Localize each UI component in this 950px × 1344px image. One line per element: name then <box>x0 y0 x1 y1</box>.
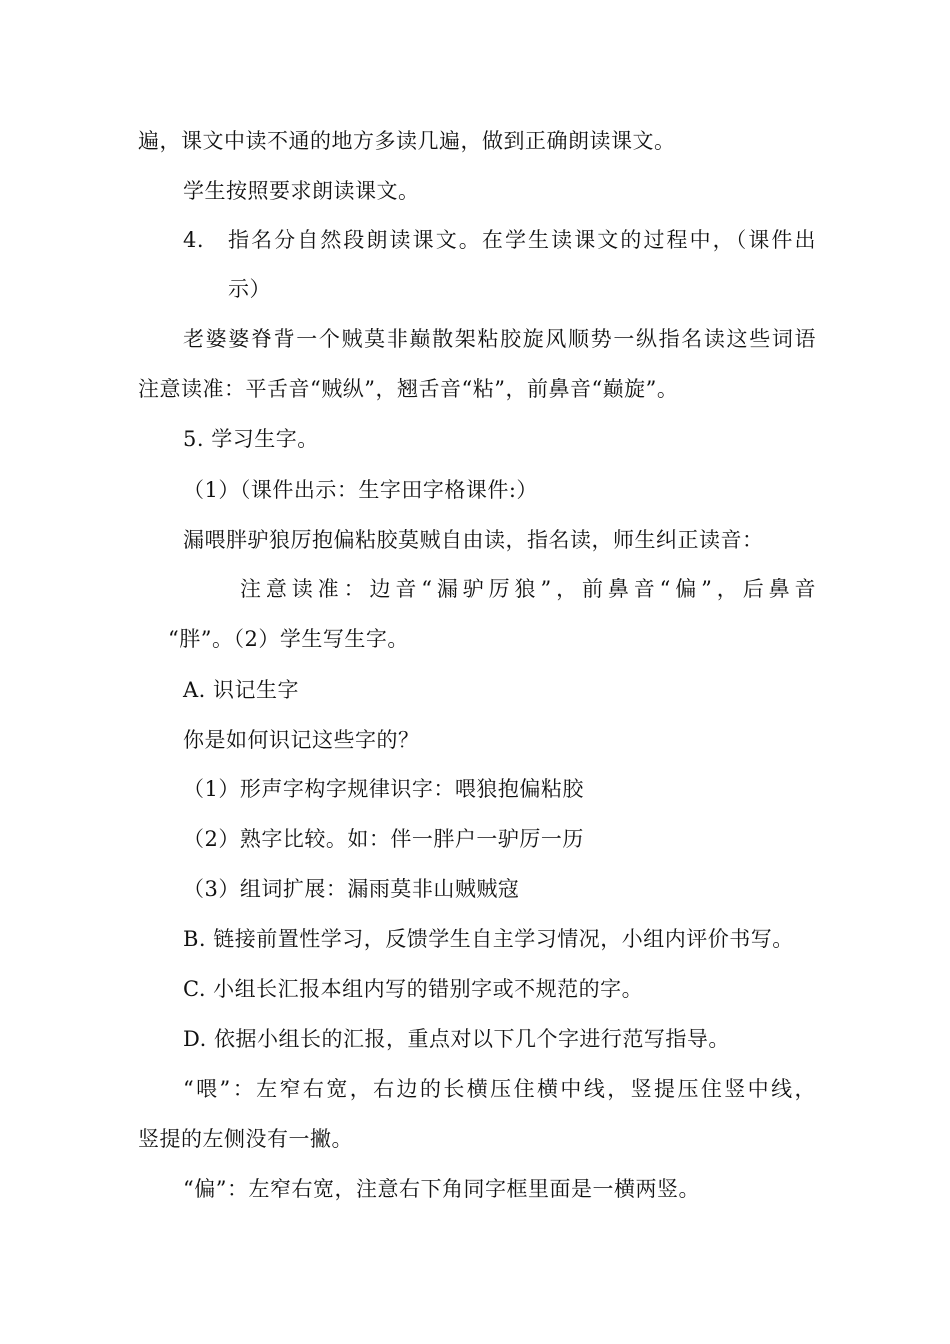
section-heading-5: 5. 学习生字。 <box>183 427 319 451</box>
text-line-8: （1）（课件出示：生字田字格课件:） <box>183 478 538 502</box>
text-line-13: 你是如何识记这些字的？ <box>183 728 420 752</box>
subheading-a: A. 识记生字 <box>183 678 300 702</box>
text-line-16: （3）组词扩展：漏雨莫非山贼贼寇 <box>183 877 520 901</box>
text-line-6: 注意读准：平舌音“贼纵”，翘舌音“粘”，前鼻音“巅旋”。 <box>138 377 679 401</box>
text-line-11: “胖”。（2）学生写生字。 <box>168 627 409 651</box>
text-line-14: （1）形声字构字规律识字：喂狼抱偏粘胶 <box>183 777 584 801</box>
text-line-18: C. 小组长汇报本组内写的错别字或不规范的字。 <box>183 977 644 1001</box>
text-line-21: 竖提的左侧没有一撇。 <box>138 1127 353 1151</box>
text-line-1: 遍，课文中读不通的地方多读几遍，做到正确朗读课文。 <box>138 129 676 153</box>
text-line-4: 示） <box>228 277 271 301</box>
text-line-10: 注意读准：边音“漏驴厉狼”，前鼻音“偏”，后鼻音 <box>240 577 816 601</box>
text-line-19: D. 依据小组长的汇报，重点对以下几个字进行范写指导。 <box>183 1027 730 1051</box>
text-line-22: “偏”：左窄右宽，注意右下角同字框里面是一横两竖。 <box>183 1177 700 1201</box>
text-line-20: “喂”：左窄右宽，右边的长横压住横中线，竖提压住竖中线， <box>183 1077 816 1101</box>
text-line-15: （2）熟字比较。如：伴一胖户一驴厉一历 <box>183 827 584 851</box>
text-line-3: 指名分自然段朗读课文。在学生读课文的过程中，（课件出 <box>228 228 816 252</box>
text-line-9: 漏喂胖驴狼厉抱偏粘胶莫贼自由读，指名读，师生纠正读音： <box>183 528 764 552</box>
text-line-2: 学生按照要求朗读课文。 <box>183 179 420 203</box>
text-line-17: B. 链接前置性学习，反馈学生自主学习情况，小组内评价书写。 <box>183 927 794 951</box>
list-number-4: 4. <box>183 228 205 252</box>
text-line-5: 老婆婆脊背一个贼莫非巅散架粘胶旋风顺势一纵指名读这些词语 <box>183 327 816 351</box>
